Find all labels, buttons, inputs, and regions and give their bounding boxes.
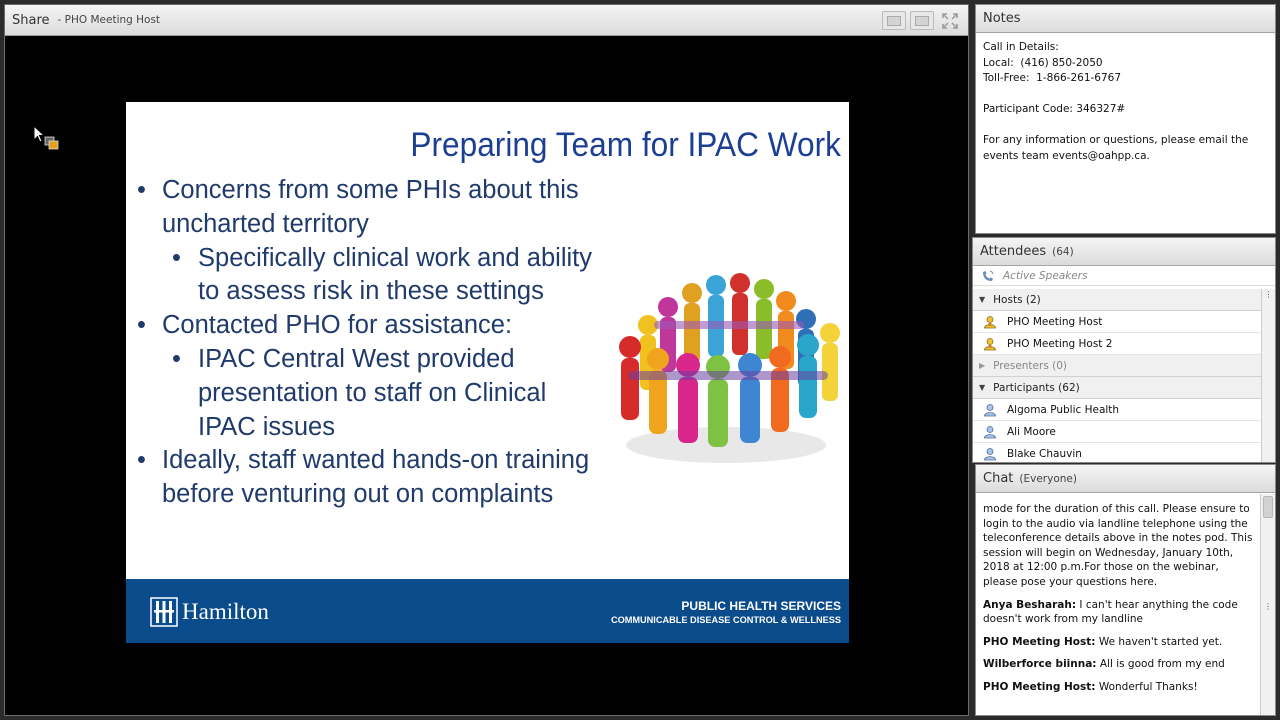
chat-pod-header (976, 465, 1275, 493)
scroll-menu-icon: ⋮ (1264, 290, 1273, 299)
host-user-icon (983, 315, 997, 329)
host-user-icon (983, 337, 997, 351)
attendee-row[interactable] (973, 421, 1261, 443)
phone-speaker-icon (981, 269, 995, 283)
chat-pod (975, 464, 1276, 716)
notes-line: Call in Details: (983, 41, 1059, 53)
chat-text: We haven't started yet. (1095, 635, 1223, 648)
attendee-row[interactable] (973, 333, 1261, 355)
attendee-name: PHO Meeting Host (1007, 315, 1103, 328)
scroll-menu-icon: ⋮ (1264, 602, 1272, 611)
chat-sender: Wilberforce biinna: (983, 658, 1097, 671)
share-presenter-label: - PHO Meeting Host (57, 14, 161, 26)
notes-line: Toll-Free: 1-866-261-6767 (983, 72, 1122, 84)
participant-user-icon (983, 403, 997, 417)
stage-view-icon (887, 16, 901, 26)
footer-line-2: COMMUNICABLE DISEASE CONTROL & WELLNESS (610, 615, 841, 625)
chat-scroll-thumb[interactable] (1263, 496, 1273, 518)
chat-message (983, 635, 1253, 650)
notes-line: For any information or questions, please email the events team events@oahpp.ca. (983, 134, 1249, 162)
slide-bullet-list (134, 174, 604, 512)
slide-bullet: • Ideally, staff wanted hands-on training before venturing out on complaints (134, 444, 604, 512)
slide-footer (126, 579, 849, 643)
active-speakers-label: Active Speakers (1003, 269, 1088, 282)
attendees-pod-title: Attendees (980, 244, 1047, 259)
slide-sub-bullet: • Specifically clinical work and ability to assess risk in these settings (134, 242, 604, 310)
attendee-list (973, 289, 1261, 462)
presentation-slide (126, 102, 849, 643)
attendee-row[interactable] (973, 443, 1261, 462)
share-pod (4, 4, 969, 716)
attendee-row[interactable] (973, 399, 1261, 421)
chat-text: I can't hear anything the code doesn't work from my landline (983, 598, 1238, 626)
slide-bullet: • Contacted PHO for assistance: (134, 309, 604, 343)
expand-down-icon: ▼ (979, 383, 986, 392)
attendee-name: Blake Chauvin (1007, 447, 1082, 460)
fullscreen-icon (942, 13, 958, 29)
remote-cursor-icon (33, 125, 63, 155)
share-pod-header (5, 5, 968, 36)
attendee-name: Algoma Public Health (1007, 403, 1120, 416)
notes-pod-title: Notes (983, 11, 1021, 26)
attendee-name: Ali Moore (1007, 425, 1056, 438)
notes-pod (975, 4, 1276, 234)
chat-pod-title: Chat (983, 471, 1014, 486)
group-hosts-label: Hosts (2) (993, 293, 1041, 306)
hamilton-logo (150, 597, 269, 627)
notes-line (983, 87, 1268, 103)
slide-title: Preparing Team for IPAC Work (410, 126, 841, 164)
expand-down-icon: ▼ (979, 295, 986, 304)
fit-view-icon (915, 16, 929, 26)
notes-line: Local: (416) 850-2050 (983, 56, 1103, 69)
attendees-pod (972, 237, 1276, 463)
footer-department (611, 599, 841, 625)
notes-body[interactable] (976, 33, 1275, 171)
group-presenters[interactable] (973, 355, 1261, 377)
attendee-count: (64) (1052, 245, 1074, 258)
hamilton-logo-text: Hamilton (182, 599, 269, 624)
fullscreen-button[interactable] (938, 11, 962, 30)
group-presenters-label: Presenters (0) (993, 359, 1068, 372)
chat-message (983, 680, 1253, 695)
chat-sender: Anya Besharah: (983, 598, 1077, 611)
attendee-scrollbar[interactable] (1261, 289, 1275, 462)
attendee-row[interactable] (973, 311, 1261, 333)
chat-sender: PHO Meeting Host: (983, 680, 1096, 693)
attendees-pod-header (973, 238, 1275, 266)
fit-view-button[interactable] (910, 11, 934, 30)
chat-message (983, 657, 1253, 672)
chat-scope[interactable]: (Everyone) (1019, 472, 1077, 485)
notes-line: Participant Code: 346327# (983, 103, 1126, 115)
stage-view-button[interactable] (882, 11, 906, 30)
chat-messages (976, 494, 1260, 715)
attendee-name: PHO Meeting Host 2 (1007, 337, 1113, 350)
chat-scrollbar[interactable] (1260, 494, 1275, 715)
chat-intro-message: mode for the duration of this call. Please ensure to login to the audio via landline telephone using the teleconference details above in the notes pod. This session will begin on Wednesday, January 10th, 2018 at 12:00 p.m.For those on the webinar, please pose your questions here. (983, 503, 1253, 588)
participant-user-icon (983, 425, 997, 439)
footer-line-1: PUBLIC HEALTH SERVICES (681, 599, 841, 613)
active-speakers-bar (973, 266, 1275, 286)
group-participants-label: Participants (62) (993, 381, 1080, 394)
chat-text: All is good from my end (1096, 658, 1225, 671)
slide-bullet: • Concerns from some PHIs about this uncharted territory (134, 174, 604, 242)
slide-sub-bullet: • IPAC Central West provided presentation to staff on Clinical IPAC issues (134, 343, 604, 444)
chat-sender: PHO Meeting Host: (983, 635, 1096, 648)
participant-user-icon (983, 447, 997, 461)
share-controls (882, 11, 962, 30)
group-participants[interactable] (973, 377, 1261, 399)
notes-line (983, 118, 1268, 134)
group-hosts[interactable] (973, 289, 1261, 311)
chat-text: Wonderful Thanks! (1095, 680, 1198, 693)
expand-right-icon: ▶ (979, 361, 986, 370)
chat-message (983, 598, 1253, 627)
notes-pod-header (976, 5, 1275, 33)
hamilton-logo-icon (150, 597, 178, 627)
share-pod-title: Share (12, 12, 50, 28)
team-circle-image (608, 267, 844, 477)
